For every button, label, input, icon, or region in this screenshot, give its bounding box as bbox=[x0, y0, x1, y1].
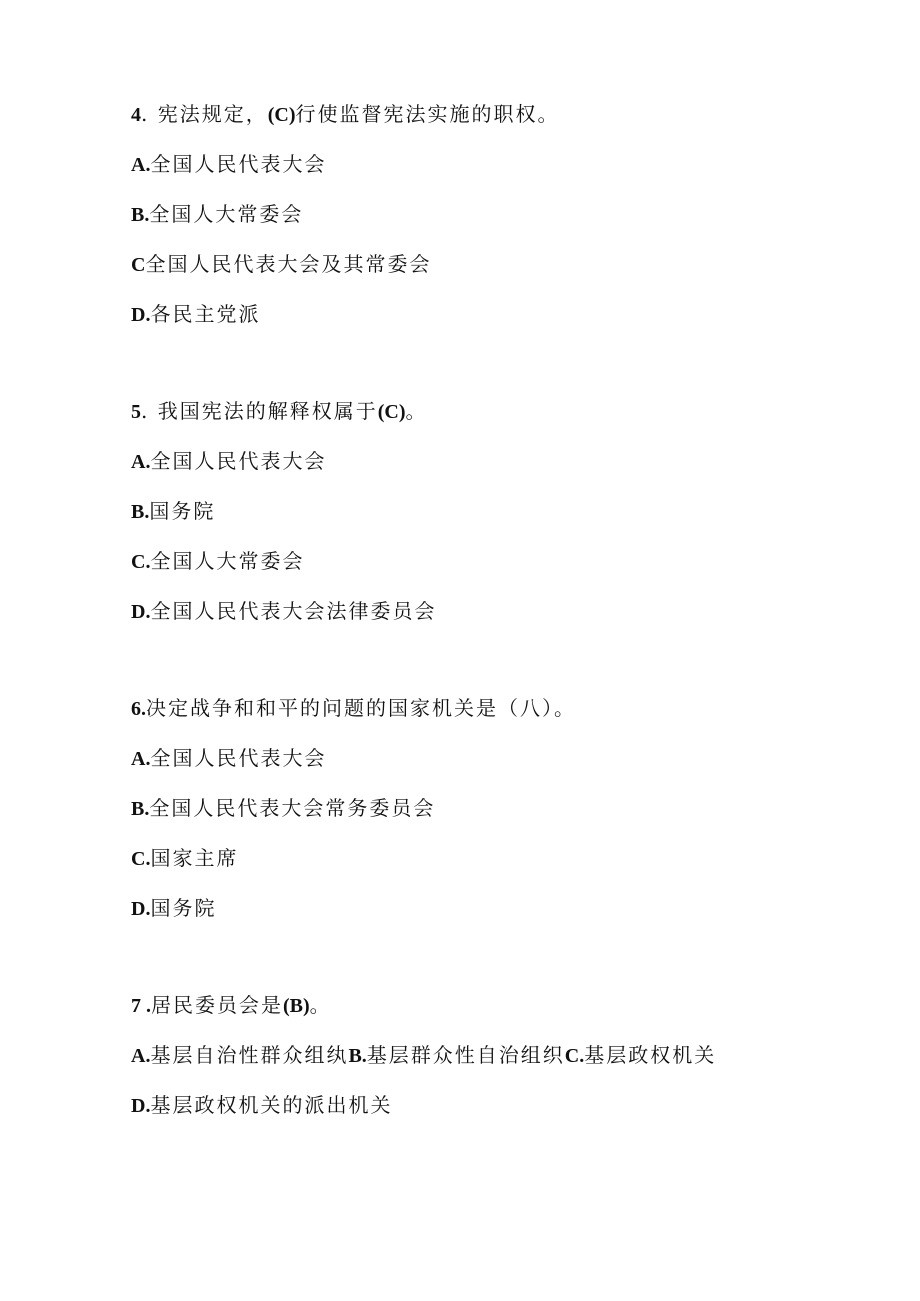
label-text: A. bbox=[131, 748, 151, 770]
body-text: 全国人民代表大会 bbox=[150, 449, 327, 473]
body-text: 行使监督宪法实施的职权。 bbox=[295, 102, 560, 126]
label-text: D. bbox=[131, 1095, 151, 1117]
answer-option bbox=[131, 844, 238, 873]
label-text: C. bbox=[131, 848, 151, 870]
question-stem bbox=[131, 397, 427, 426]
label-text: D. bbox=[131, 601, 151, 623]
answer-option bbox=[131, 597, 436, 626]
body-text: 。 bbox=[405, 399, 428, 423]
body-text: 居民委员会是 bbox=[151, 993, 283, 1017]
label-text: C. bbox=[131, 551, 151, 573]
body-text: 基层政权机关的派出机关 bbox=[150, 1093, 393, 1117]
question-stem bbox=[131, 100, 559, 129]
question-stem bbox=[131, 991, 332, 1020]
label-text: C bbox=[131, 254, 146, 276]
label-text: A. bbox=[131, 1045, 151, 1067]
body-text: 。 bbox=[309, 993, 332, 1017]
label-text: B. bbox=[348, 1045, 367, 1067]
answer-option bbox=[131, 794, 435, 823]
label-text: A. bbox=[131, 154, 151, 176]
body-text: 基层政权机关 bbox=[584, 1043, 717, 1067]
answer-option bbox=[131, 1041, 716, 1070]
label-text: B. bbox=[131, 798, 150, 820]
label-text: C. bbox=[564, 1045, 585, 1067]
label-text: D. bbox=[131, 304, 151, 326]
body-text: 各民主党派 bbox=[150, 302, 261, 326]
label-text: D. bbox=[131, 898, 151, 920]
body-text: 全国人民代表大会及其常委会 bbox=[145, 252, 432, 276]
body-text: 基层群众性自治组织 bbox=[366, 1043, 565, 1067]
body-text: 全国人大常委会 bbox=[149, 202, 304, 226]
label-text: 6. bbox=[131, 698, 146, 720]
answer-option bbox=[131, 447, 326, 476]
answer-option bbox=[131, 300, 260, 329]
body-text: 全国人大常委会 bbox=[150, 549, 305, 573]
label-text: 4 bbox=[131, 104, 141, 126]
body-text: 全国人民代表大会法律委员会 bbox=[150, 599, 437, 623]
answer-option bbox=[131, 497, 215, 526]
label-text: 7 . bbox=[131, 995, 151, 1017]
label-text: B. bbox=[131, 501, 150, 523]
body-text: 全国人民代表大会常务委员会 bbox=[149, 796, 436, 820]
body-text: 决定战争和和平的问题的国家机关是（八）。 bbox=[146, 696, 576, 720]
body-text: 基层自治性群众组纨 bbox=[150, 1043, 349, 1067]
answer-option bbox=[131, 744, 326, 773]
label-text: 5 bbox=[131, 401, 141, 423]
body-text: 全国人民代表大会 bbox=[150, 746, 327, 770]
label-text: (C) bbox=[377, 401, 406, 423]
answer-option bbox=[131, 547, 304, 576]
answer-option bbox=[131, 150, 326, 179]
label-text: (C) bbox=[267, 104, 296, 126]
answer-option bbox=[131, 250, 431, 279]
body-text: 国务院 bbox=[149, 499, 216, 523]
answer-option bbox=[131, 894, 216, 923]
body-text: . 宪法规定， bbox=[141, 102, 268, 126]
body-text: . 我国宪法的解释权属于 bbox=[141, 399, 378, 423]
body-text: 国家主席 bbox=[150, 846, 239, 870]
question-stem bbox=[131, 694, 576, 723]
answer-option bbox=[131, 1091, 392, 1120]
label-text: B. bbox=[131, 204, 150, 226]
body-text: 国务院 bbox=[150, 896, 217, 920]
answer-option bbox=[131, 200, 303, 229]
label-text: (B) bbox=[283, 995, 310, 1017]
label-text: A. bbox=[131, 451, 151, 473]
body-text: 全国人民代表大会 bbox=[150, 152, 327, 176]
